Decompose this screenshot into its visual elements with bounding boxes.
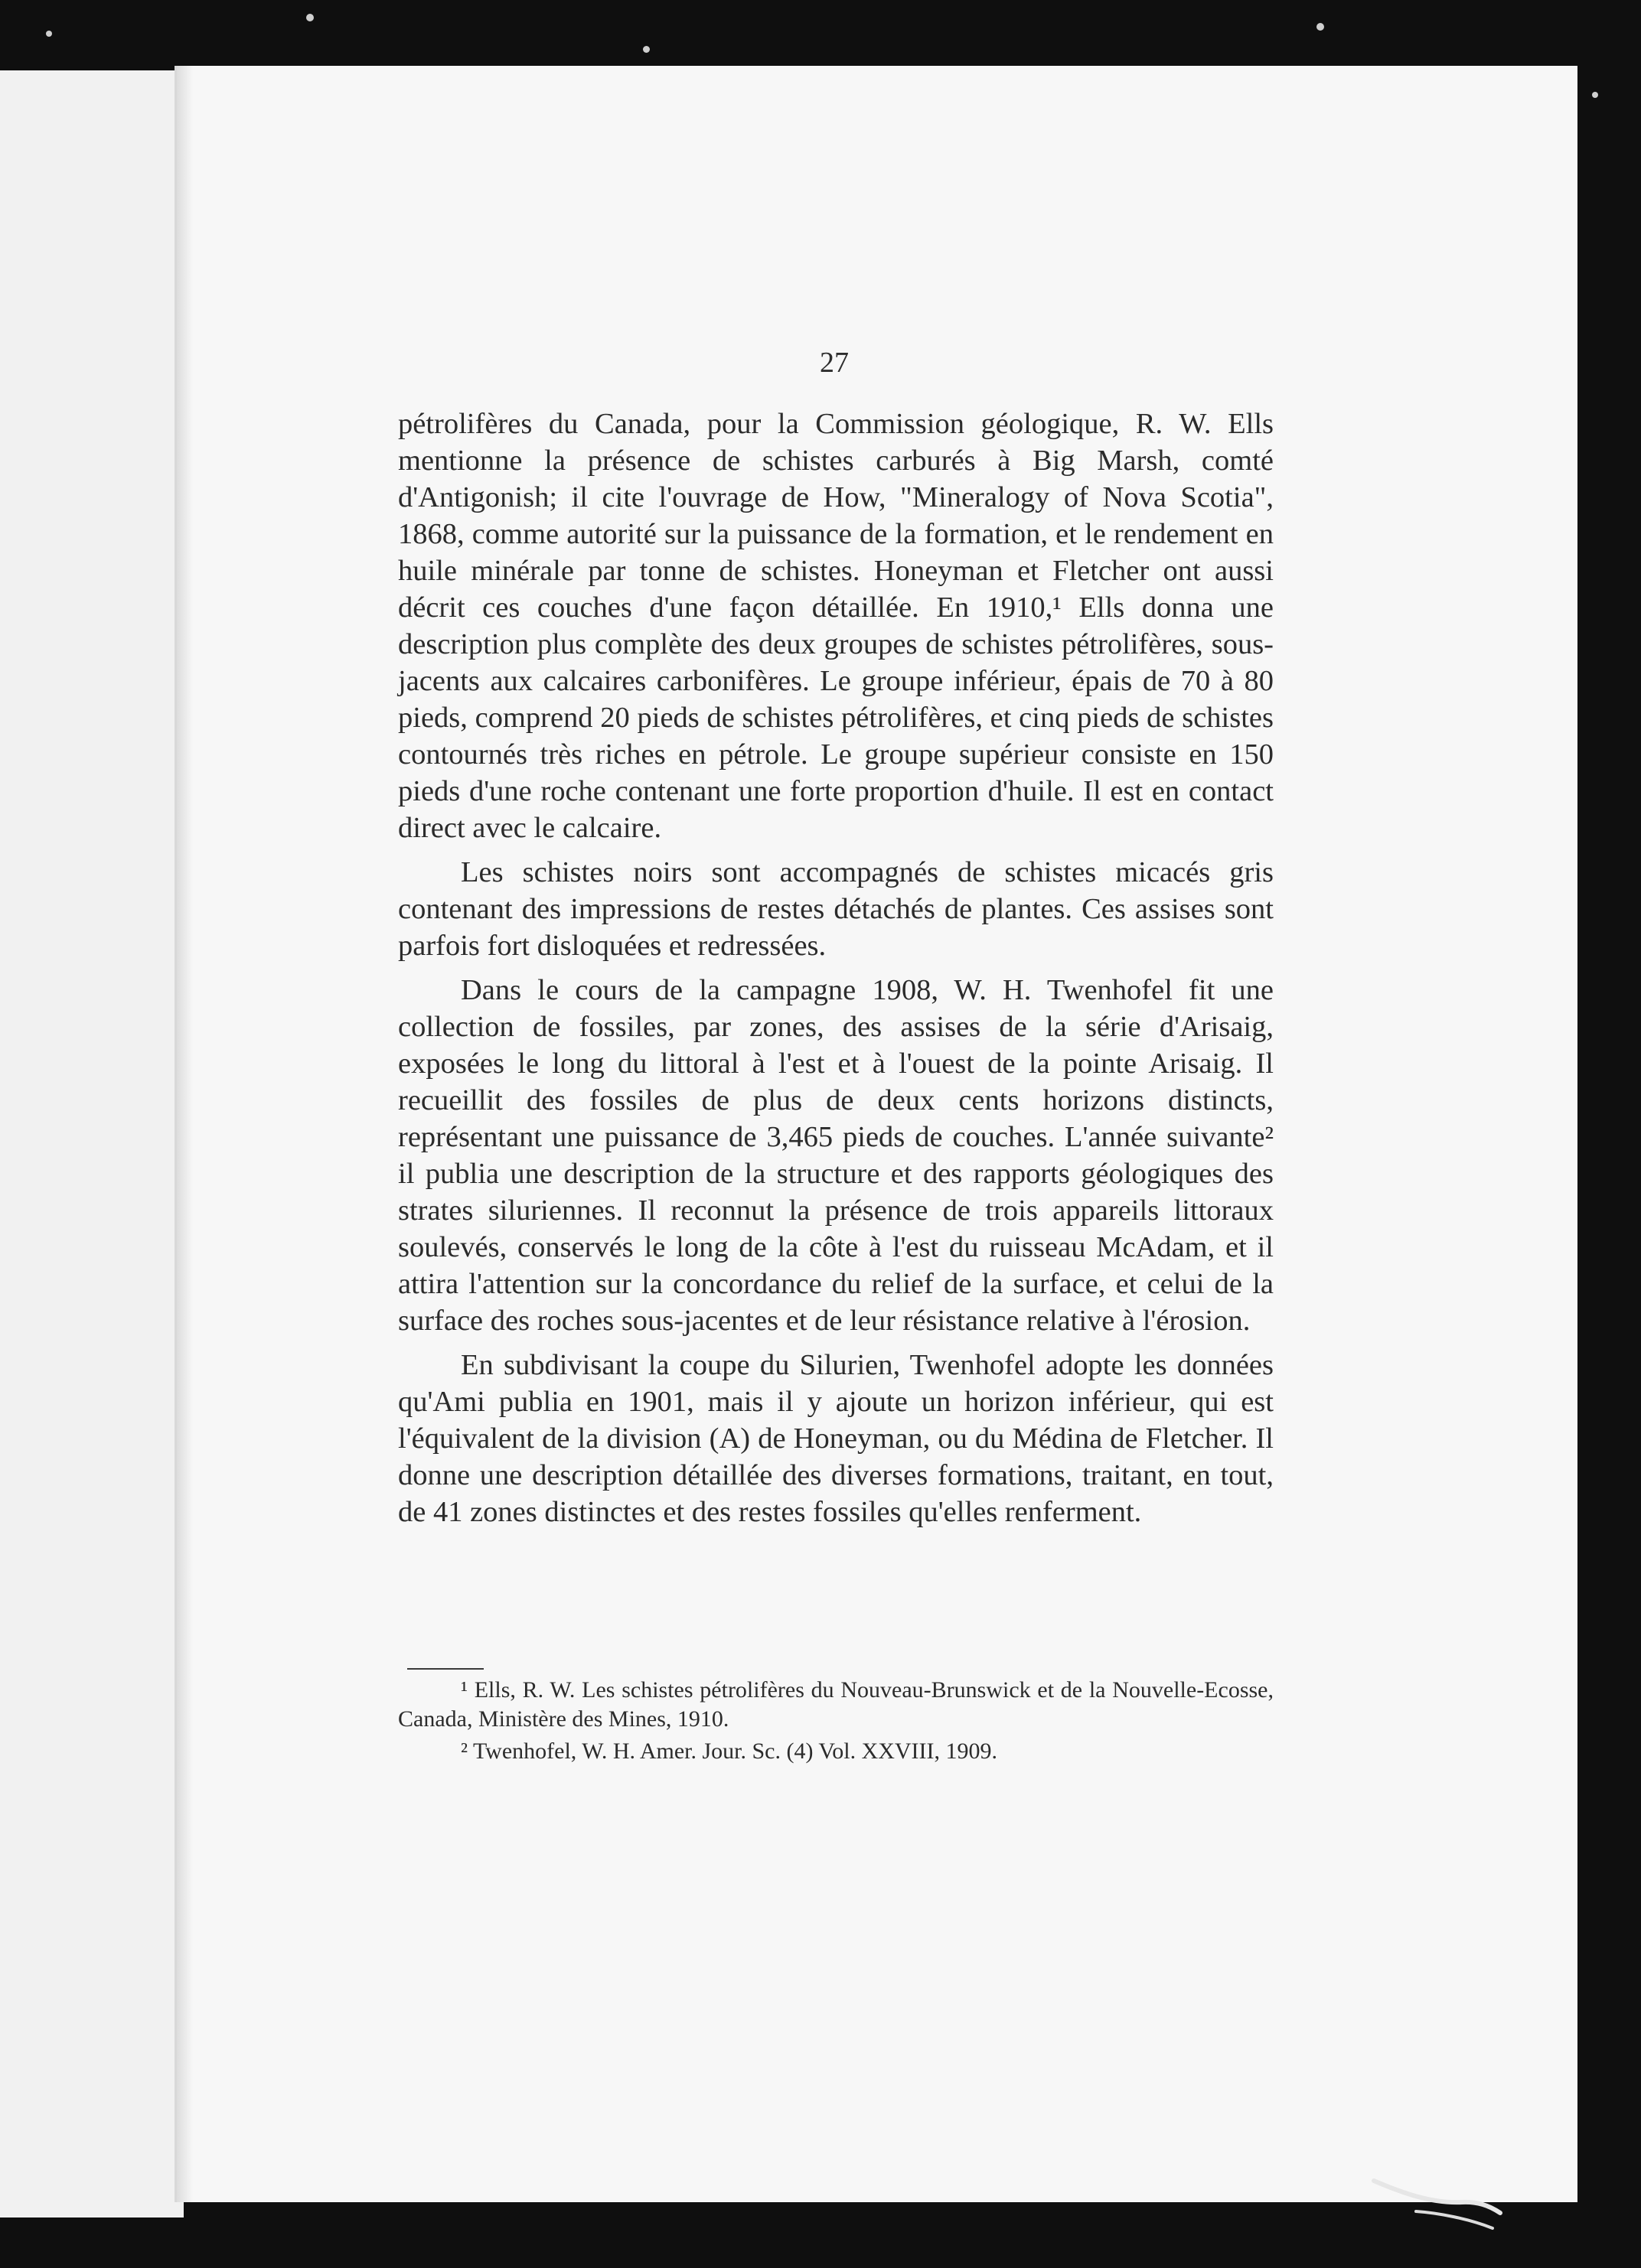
dust-speck [1316, 23, 1324, 31]
body-text [398, 406, 1274, 1538]
page-number: 27 [820, 347, 849, 379]
footnotes [398, 1668, 1274, 1769]
paragraph-4: En subdivisant la coupe du Silurien, Twenhofel adopte les données qu'Ami publia en 1901, mais il y ajoute un horizon inférieur, qui est l'équivalent de la division (A) de Honeyman, ou du Médina de Fletcher. Il donne une description détaillée des diverses formations, traitant, en tout, de 41 zones distinctes et des restes fossiles qu'elles renferment. [398, 1349, 1274, 1528]
paragraph-1: pétrolifères du Canada, pour la Commission géologique, R. W. Ells mentionne la présence de schistes carburés à Big Marsh, comté d'Antigonish; il cite l'ouvrage de How, "Mineralogy of Nova Scotia", 1868, comme autorité sur la puissance de la formation, et le rendement en huile minérale par tonne de schistes. Honeyman et Fletcher ont aussi décrit ces couches d'une façon détaillée. En 1910,¹ Ells donna une description plus complète des deux groupes de schistes pétrolifères, sous-jacents aux calcaires carbonifères. Le groupe inférieur, épais de 70 à 80 pieds, comprend 20 pieds de schistes pétrolifères, et cinq pieds de schistes contournés très riches en pétrole. Le groupe supérieur consiste en 150 pieds d'une roche contenant une forte proportion d'huile. Il est en contact direct avec le calcaire. [398, 408, 1274, 844]
footnote-2: ² Twenhofel, W. H. Amer. Jour. Sc. (4) Vol. XXVIII, 1909. [461, 1738, 998, 1764]
dust-speck [306, 14, 314, 21]
dust-speck [643, 46, 650, 53]
dust-speck [1592, 92, 1598, 98]
paragraph-2: Les schistes noirs sont accompagnés de schistes micacés gris contenant des impressions de restes détachés de plantes. Ces assises sont parfois fort disloquées et redressées. [398, 856, 1274, 962]
adjacent-page-edge [0, 70, 184, 2217]
scan-artifact-scribble [1370, 2158, 1508, 2234]
paragraph-3: Dans le cours de la campagne 1908, W. H. Twenhofel fit une collection de fossiles, par zones, des assises de la série d'Arisaig, exposées le long du littoral à l'est et à l'ouest de la pointe Arisaig. Il recueillit des fossiles de plus de deux cents horizons distincts, représentant une puissance de 3,465 pieds de couches. L'année suivante² il publia une description de la structure et des rapports géologiques des strates siluriennes. Il reconnut la présence de trois appareils littoraux soulevés, conservés le long de la côte à l'est du ruisseau McAdam, et il attira l'attention sur la concordance du relief de la surface, et celui de la surface des roches sous-jacentes et de leur résistance relative à l'érosion. [398, 974, 1274, 1337]
footnote-rule [407, 1668, 484, 1670]
dust-speck [46, 31, 52, 37]
footnote-1: ¹ Ells, R. W. Les schistes pétrolifères du Nouveau-Brunswick et de la Nouvelle-Ecosse, Canada, Ministère des Mines, 1910. [398, 1677, 1274, 1732]
page-fold-shadow [175, 66, 193, 2202]
